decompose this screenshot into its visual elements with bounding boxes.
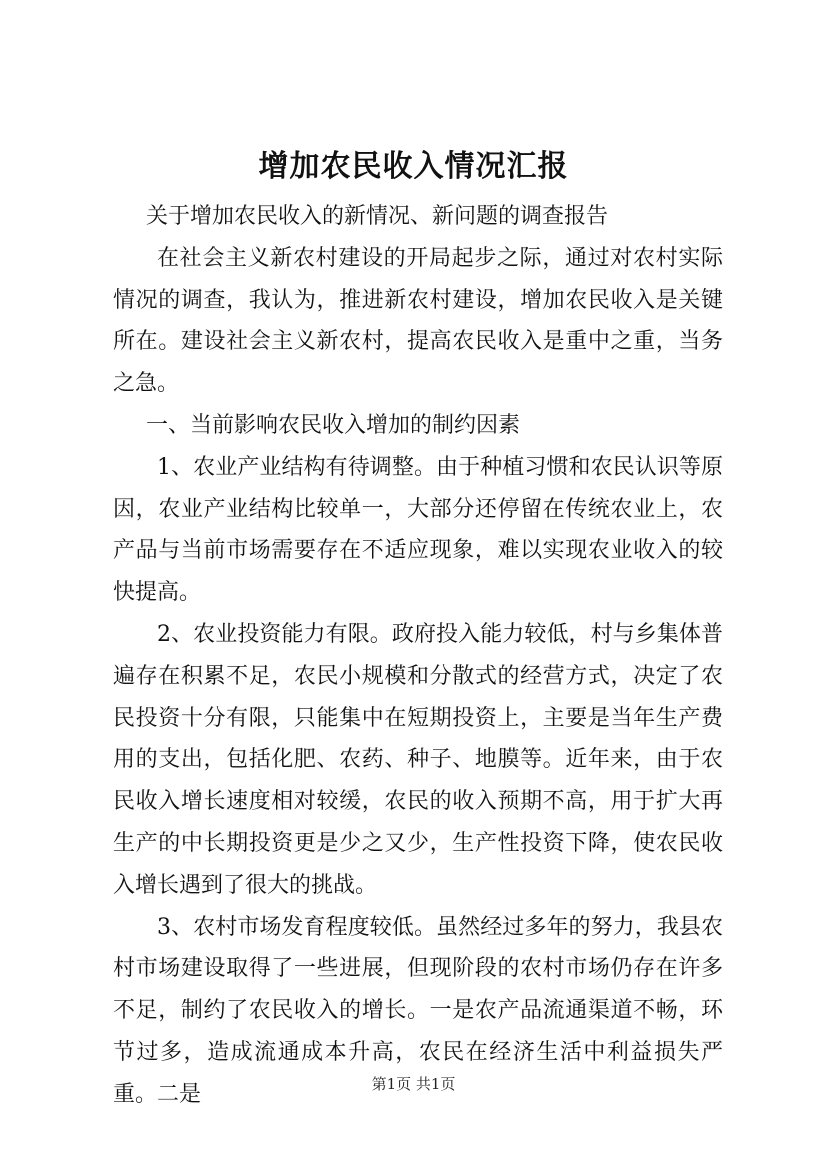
point-1-paragraph: 1、农业产业结构有待调整。由于种植习惯和农民认识等原因，农业产业结构比较单一，大部分还停留在传统农业上，农产品与当前市场需要存在不适应现象，难以实现农业收入的较快提高。: [113, 454, 723, 606]
report-subtitle: 关于增加农民收入的新情况、新问题的调查报告: [146, 204, 609, 229]
intro-paragraph: 在社会主义新农村建设的开局起步之际，通过对农村实际情况的调查，我认为，推进新农村建设，增加农民收入是关键所在。建设社会主义新农村，提高农民收入是重中之重，当务之急。: [113, 245, 723, 397]
page-footer: 第1页 共1页: [371, 1075, 456, 1093]
section-heading: 一、当前影响农民收入增加的制约因素: [146, 412, 521, 438]
point-3-paragraph: 3、农村市场发育程度较低。虽然经过多年的努力，我县农村市场建设取得了一些进展，但现阶段的农村市场仍存在许多不足，制约了农民收入的增长。一是农产品流通渠道不畅，环节过多，造成流通成本升高，农民在经济生活中利益损失严重。二是: [113, 914, 723, 1107]
document-body: [113, 196, 723, 1116]
document-title: 增加农民收入情况汇报: [258, 149, 569, 184]
point-2-paragraph: 2、农业投资能力有限。政府投入能力较低，村与乡集体普遍存在积累不足，农民小规模和分散式的经营方式，决定了农民投资十分有限，只能集中在短期投资上，主要是当年生产费用的支出，包括化肥、农药、种子、地膜等。近年来，由于农民收入增长速度相对较缓，农民的收入预期不高，用于扩大再生产的中长期投资更是少之又少，生产性投资下降，使农民收入增长遇到了很大的挑战。: [113, 621, 723, 898]
